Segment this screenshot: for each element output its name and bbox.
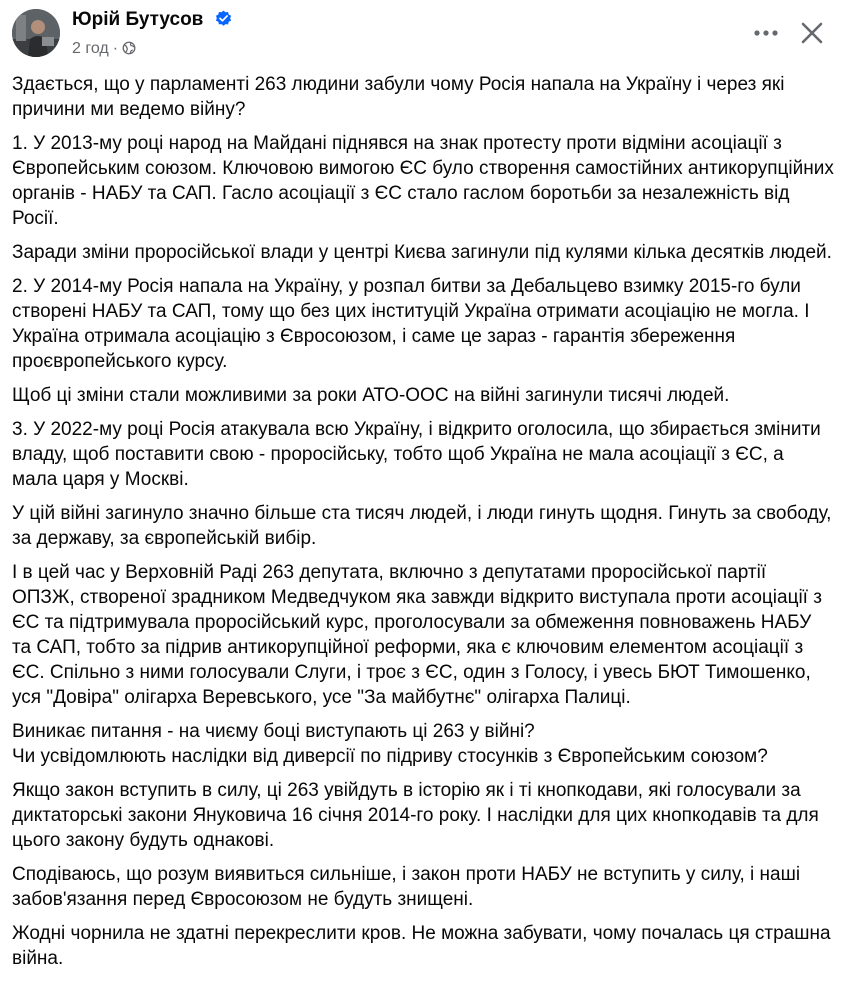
post-header [0, 0, 844, 66]
post-paragraph: 2. У 2014-му Росія напала на Україну, у розпал битви за Дебальцево взимку 2015-го були створені НАБУ та САП, тому що без цих інституцій Україна отримати асоціацію не могла. І Україна отримала асоціацію з Євросоюзом, і саме це зараз - гарантія збереження проєвропейського курсу. [12, 276, 810, 372]
close-button[interactable] [794, 15, 830, 51]
post-paragraph: Заради зміни проросійської влади у центрі Києва загинули під кулями кілька десятків людей. [12, 242, 832, 263]
verified-badge-icon [215, 10, 232, 27]
more-horizontal-icon [748, 17, 784, 49]
post-paragraph: Виникає питання - на чиєму боці виступають ці 263 у війні? Чи усвідомлюють наслідки від диверсії по підриву стосунків з Європейським союзом? [12, 721, 768, 767]
post-paragraph: У цій війні загинуло значно більше ста тисяч людей, і люди гинуть щодня. Гинуть за свободу, за державу, за європейській вибір. [12, 503, 832, 549]
post-paragraph: Жодні чорнила не здатні перекреслити кров. Не можна забувати, чому почалась ця страшна війна. [12, 923, 831, 969]
post-time[interactable]: 2 год [72, 40, 109, 57]
post-paragraph: Щоб ці зміни стали можливими за роки АТО-ООС на війні загинули тисячі людей. [12, 385, 730, 406]
meta-separator: · [112, 40, 119, 57]
author-name[interactable] [72, 8, 232, 32]
avatar-image [12, 9, 60, 57]
close-icon [794, 15, 830, 51]
author-name-text[interactable]: Юрій Бутусов [72, 9, 204, 30]
post-body [12, 72, 834, 980]
avatar[interactable] [12, 9, 60, 57]
post-paragraph: 3. У 2022-му році Росія атакувала всю Україну, і відкрито оголосила, що збирається змінити владу, щоб поставити свою - проросійську, тобто щоб Україна не мала асоціації з ЄС, а мала царя у Москві. [12, 419, 821, 490]
post-meta [72, 39, 136, 59]
post-paragraph: І в цей час у Верховній Раді 263 депутата, включно з депутатами проросійської партії ОПЗЖ, створеної зрадником Медведчуком яка завжди відкрито виступала проти асоціації з ЄС та підтримувала проросійський курс, проголосували за обмеження повноважень НАБУ та САП, тобто за підрив антикорупційної реформи, яка є ключовим елементом асоціації з ЄС. Спільно з ними голосували Слуги, і троє з ЄС, один з Голосу, і увесь БЮТ Тимошенко, уся "Довіра" олігарха Веревського, усе "За майбутнє" олігарха Палиці. [12, 562, 822, 708]
more-options-button[interactable] [748, 17, 784, 49]
post-paragraph: Сподіваюсь, що розум виявиться сильніше, і закон проти НАБУ не вступить у силу, і наші забов'язання перед Євросоюзом не будуть знищені. [12, 864, 801, 910]
post-paragraph: Здається, що у парламенті 263 людини забули чому Росія напала на Україну і через які причини ми ведемо війну? [12, 74, 785, 120]
globe-icon[interactable] [122, 41, 136, 55]
post-paragraph: Якщо закон вступить в силу, ці 263 увійдуть в історію як і ті кнопкодави, які голосували за диктаторські закони Януковича 16 січня 2014-го року. І наслідки для цих кнопкодавів та для цього закону будуть однакові. [12, 780, 819, 851]
post-paragraph: 1. У 2013-му році народ на Майдані піднявся на знак протесту проти відміни асоціації з Європейським союзом. Ключовою вимогою ЄС було створення самостійних антикорупційних органів - НАБУ та САП. Гасло асоціації з ЄС стало гаслом боротьби за незалежність від Росії. [12, 133, 834, 229]
